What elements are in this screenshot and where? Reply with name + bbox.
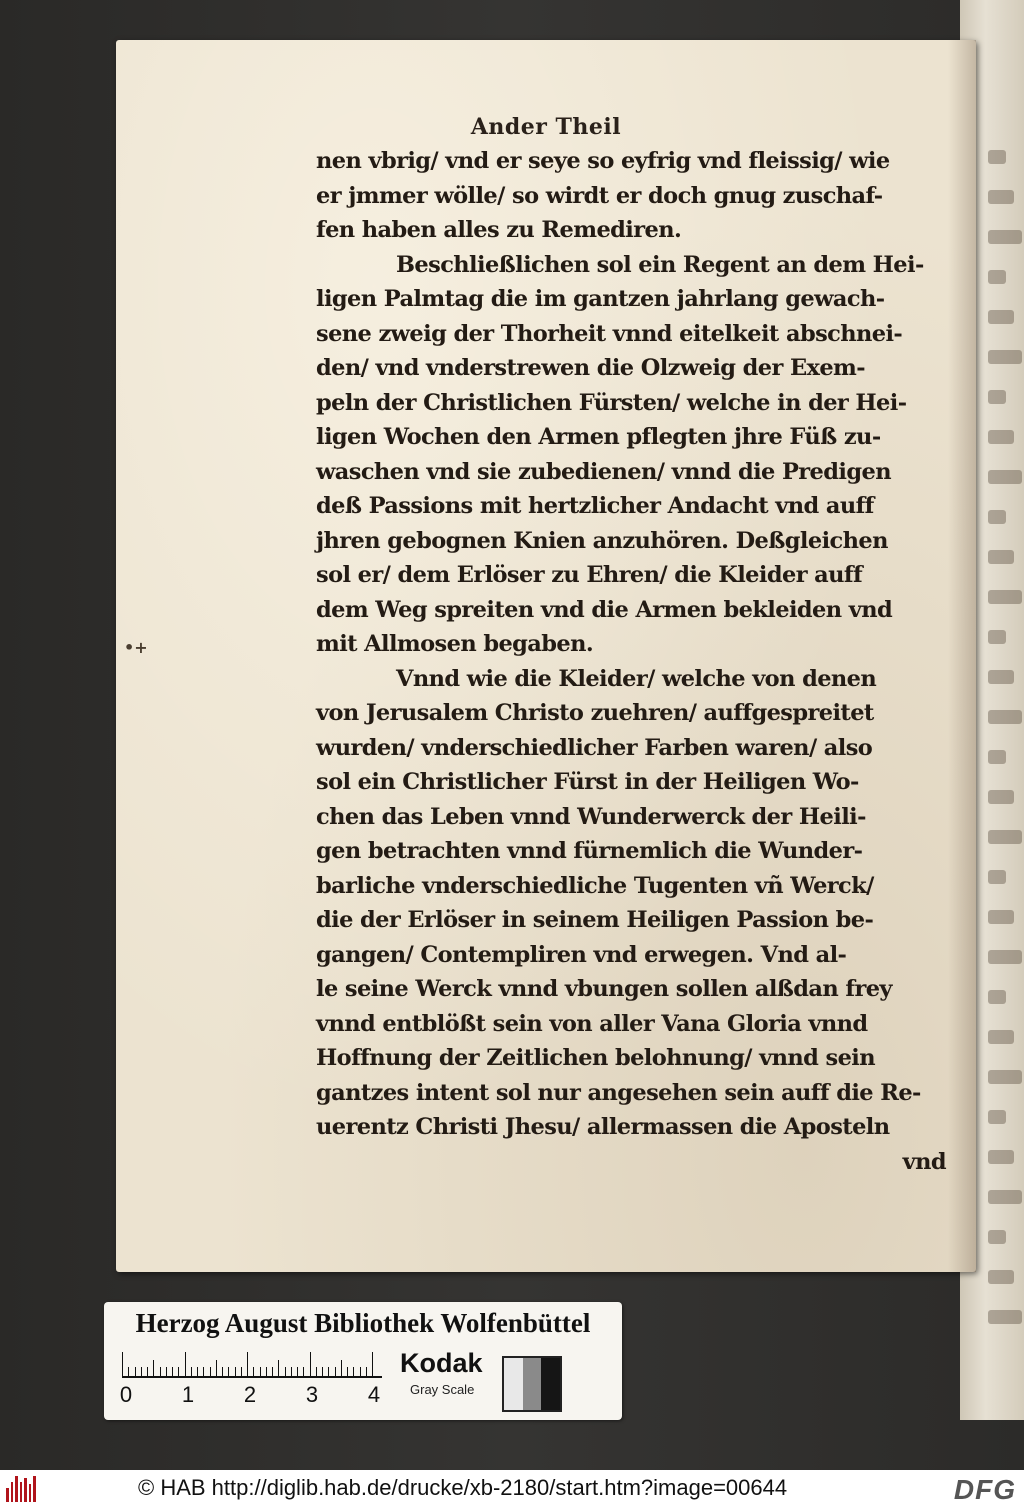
show-through-mark <box>988 710 1022 724</box>
text-line: waschen vnd sie zubedienen/ vnnd die Predigen <box>316 458 891 485</box>
ruler-tick <box>272 1367 273 1378</box>
text-line: le seine Werck vnnd vbungen sollen alßdan frey <box>316 976 892 1002</box>
text-line: mit Allmosen begaben. <box>316 631 594 657</box>
ruler-tick <box>353 1367 354 1378</box>
ruler-tick <box>297 1367 298 1378</box>
show-through-mark <box>988 230 1022 244</box>
text-line: wurden/ vnderschiedlicher Farben waren/ also <box>316 734 873 761</box>
dfg-logo: DFG <box>953 1474 1016 1505</box>
text-line: von Jerusalem Christo zuehren/ auffgespreitet <box>316 700 874 726</box>
show-through-mark <box>988 1270 1014 1284</box>
ruler-tick <box>322 1367 323 1378</box>
ruler-tick <box>128 1367 129 1378</box>
gray-swatch-patch <box>523 1358 542 1410</box>
ruler-tick <box>172 1367 173 1378</box>
show-through-mark <box>988 590 1022 604</box>
text-line: peln der Christlichen Fürsten/ welche in der Hei- <box>316 389 907 416</box>
kodak-brand: Kodak <box>400 1348 483 1378</box>
gray-scale-swatch <box>502 1356 562 1412</box>
text-line: Beschließlichen sol ein Regent an dem Hei- <box>396 251 924 278</box>
ruler-tick <box>191 1367 192 1378</box>
logo-stripe <box>20 1482 23 1502</box>
ruler-number: 4 <box>367 1382 381 1407</box>
kodak-subtitle: Gray Scale <box>410 1382 475 1397</box>
ruler-tick <box>285 1367 286 1378</box>
logo-stripe <box>6 1488 9 1502</box>
text-line: sene zweig der Thorheit vnnd eitelkeit abschnei- <box>316 320 903 347</box>
show-through-mark <box>988 790 1014 804</box>
color-calibration-bar <box>104 1302 622 1420</box>
text-line: Hoffnung der Zeitlichen belohnung/ vnnd sein <box>316 1045 876 1071</box>
show-through-mark <box>988 750 1006 764</box>
ruler-tick <box>335 1367 336 1378</box>
text-line: deß Passions mit hertzlicher Andacht vnd auff <box>316 493 874 519</box>
show-through-mark <box>988 990 1006 1004</box>
show-through-mark <box>988 1190 1022 1204</box>
show-through-mark <box>988 1030 1014 1044</box>
show-through-mark <box>988 270 1006 284</box>
ruler-number: 1 <box>181 1382 195 1407</box>
ruler-tick <box>360 1367 361 1378</box>
ruler-tick <box>241 1367 242 1378</box>
ruler-tick <box>291 1367 292 1378</box>
show-through-mark <box>988 310 1014 324</box>
running-head: Ander Theil <box>470 114 622 140</box>
show-through-mark <box>988 430 1014 444</box>
text-line: ligen Wochen den Armen pflegten jhre Füß zu- <box>316 424 881 450</box>
text-line: dem Weg spreiten vnd die Armen bekleiden vnd <box>316 596 893 623</box>
ruler-tick <box>153 1360 154 1378</box>
ruler-tick <box>160 1367 161 1378</box>
footer-credit: © HAB http://diglib.hab.de/drucke/xb-2180/start.htm?image=00644 <box>138 1475 788 1500</box>
text-line: jhren gebognen Knien anzuhören. Deßgleichen <box>316 527 888 554</box>
ruler-number: 3 <box>305 1382 319 1407</box>
ruler-tick <box>372 1352 373 1378</box>
ruler-tick <box>347 1367 348 1378</box>
show-through-mark <box>988 870 1006 884</box>
ruler-tick <box>316 1367 317 1378</box>
ruler-number: 0 <box>119 1382 133 1407</box>
text-line: den/ vnd vnderstrewen die Olzweig der Exem- <box>316 355 866 381</box>
text-line: Vnnd wie die Kleider/ welche von denen <box>396 665 877 692</box>
hab-logo-icon <box>6 1476 36 1502</box>
ruler-tick <box>178 1367 179 1378</box>
show-through-mark <box>988 510 1006 524</box>
show-through-mark <box>988 1070 1022 1084</box>
show-through-mark <box>988 1110 1006 1124</box>
ruler-tick <box>328 1367 329 1378</box>
ruler-tick <box>235 1367 236 1378</box>
footer-bar <box>0 1470 1024 1508</box>
ruler-tick <box>135 1367 136 1378</box>
ruler-baseline <box>122 1376 382 1378</box>
ruler-tick <box>247 1352 248 1378</box>
text-line: gantzes intent sol nur angesehen sein auff die Re- <box>316 1079 921 1106</box>
text-line: chen das Leben vnnd Wunderwerck der Heili- <box>316 803 866 830</box>
text-line: uerentz Christi Jhesu/ allermassen die Aposteln <box>316 1114 890 1140</box>
logo-stripe <box>11 1482 14 1502</box>
text-line: fen haben alles zu Remediren. <box>316 217 682 243</box>
book-page <box>116 40 976 1272</box>
ruler-tick <box>228 1367 229 1378</box>
text-line: nen vbrig/ vnd er seye so eyfrig vnd fleissig/ wie <box>316 148 890 174</box>
body-text <box>316 144 956 1179</box>
ruler-tick <box>203 1367 204 1378</box>
show-through-mark <box>988 470 1022 484</box>
show-through-mark <box>988 550 1014 564</box>
show-through-mark <box>988 1310 1022 1324</box>
ruler-tick <box>260 1367 261 1378</box>
ruler-tick <box>210 1367 211 1378</box>
text-line: barliche vnderschiedliche Tugenten vñ Werck/ <box>316 872 874 899</box>
library-name: Herzog August Bibliothek Wolfenbüttel <box>135 1308 591 1338</box>
show-through-mark <box>988 190 1014 204</box>
ruler-tick <box>166 1367 167 1378</box>
show-through-mark <box>988 910 1014 924</box>
ruler-number: 2 <box>243 1382 257 1407</box>
scale-ruler <box>122 1350 382 1378</box>
text-line: die der Erlöser in seinem Heiligen Passion be- <box>316 907 874 933</box>
margin-mark: •+ <box>124 638 148 657</box>
ruler-tick <box>197 1367 198 1378</box>
ruler-numbers <box>118 1382 398 1408</box>
logo-stripe <box>33 1476 36 1502</box>
text-line: ligen Palmtag die im gantzen jahrlang gewach- <box>316 286 885 312</box>
text-line: gangen/ Contempliren vnd erwegen. Vnd al- <box>316 941 847 968</box>
show-through-mark <box>988 390 1006 404</box>
show-through-mark <box>988 1230 1006 1244</box>
show-through-mark <box>988 1150 1014 1164</box>
ruler-tick <box>216 1360 217 1378</box>
text-line: sol ein Christlicher Fürst in der Heiligen Wo- <box>316 769 859 795</box>
ruler-tick <box>185 1352 186 1378</box>
text-line: sol er/ dem Erlöser zu Ehren/ die Kleider auff <box>316 562 863 588</box>
show-through-mark <box>988 830 1022 844</box>
show-through-mark <box>988 670 1014 684</box>
ruler-tick <box>341 1360 342 1378</box>
ruler-tick <box>278 1360 279 1378</box>
ruler-tick <box>141 1367 142 1378</box>
logo-stripe <box>15 1476 18 1502</box>
ruler-tick <box>253 1367 254 1378</box>
gray-swatch-patch <box>504 1358 523 1410</box>
ruler-tick <box>147 1367 148 1378</box>
text-line: vnd <box>902 1148 946 1175</box>
ruler-tick <box>266 1367 267 1378</box>
ruler-tick <box>303 1367 304 1378</box>
ruler-tick <box>366 1367 367 1378</box>
text-line: vnnd entblößt sein von aller Vana Gloria vnnd <box>316 1010 868 1037</box>
text-line: er jmmer wölle/ so wirdt er doch gnug zuschaf- <box>316 182 883 209</box>
ruler-tick <box>222 1367 223 1378</box>
show-through-mark <box>988 950 1022 964</box>
show-through-mark <box>988 350 1022 364</box>
logo-stripe <box>29 1484 32 1502</box>
gray-swatch-patch <box>541 1358 560 1410</box>
show-through-mark <box>988 150 1006 164</box>
text-line: gen betrachten vnnd fürnemlich die Wunder- <box>316 838 863 864</box>
logo-stripe <box>24 1478 27 1502</box>
show-through-mark <box>988 630 1006 644</box>
ruler-tick <box>310 1352 311 1378</box>
ruler-tick <box>122 1352 123 1378</box>
